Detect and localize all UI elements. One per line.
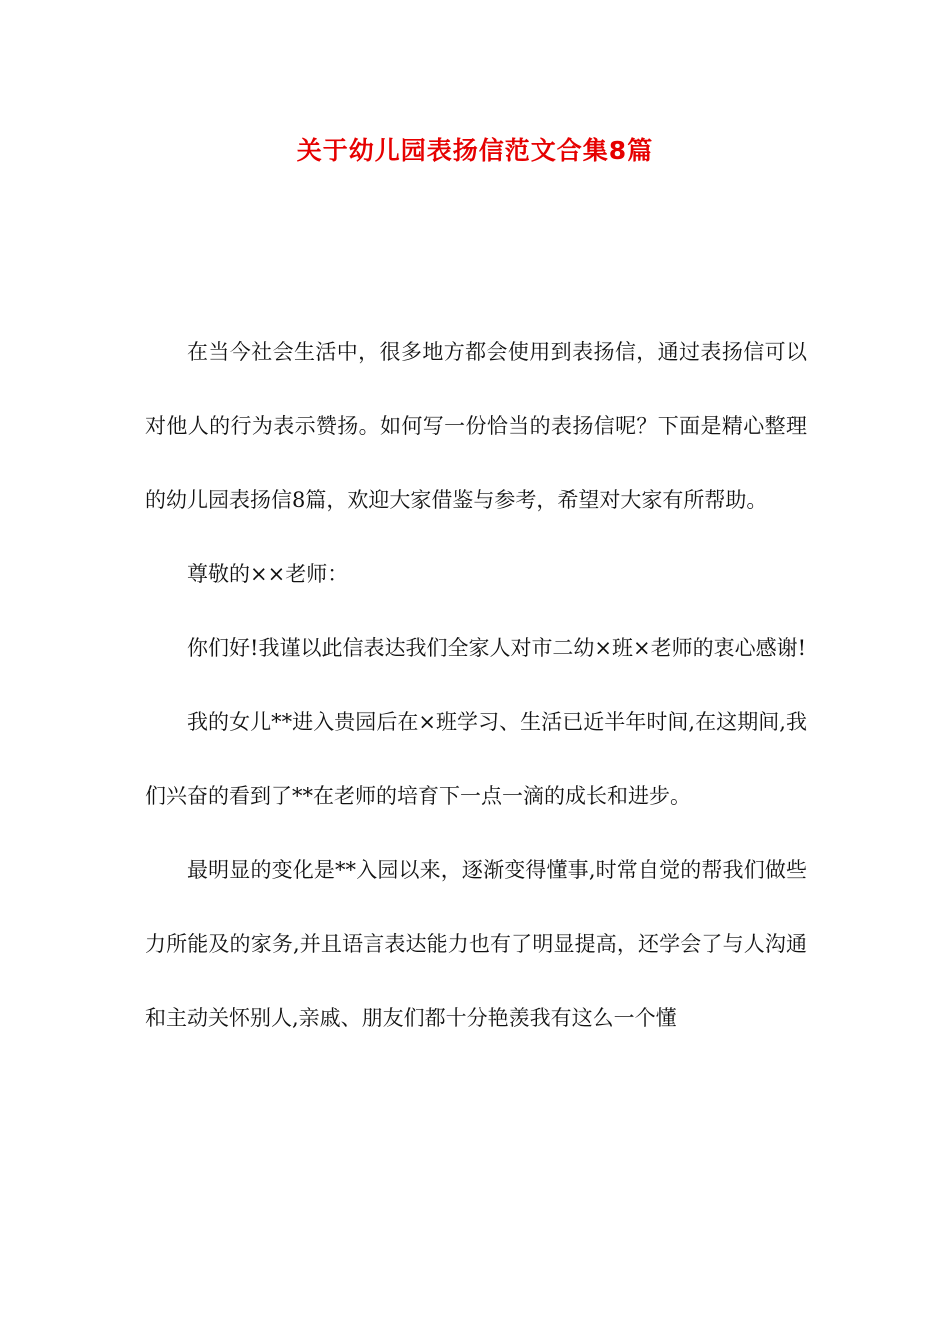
body-paragraph: 最明显的变化是**入园以来，逐渐变得懂事,时常自觉的帮我们做些力所能及的家务,并且语言表达能力也有了明显提高，还学会了与人沟通和主动关怀别人,亲戚、朋友们都十分艳羡我有这么一个懂 bbox=[145, 858, 807, 1030]
salutation: 尊敬的××老师： bbox=[187, 562, 349, 586]
body-paragraph: 我的女儿**进入贵园后在×班学习、生活已近半年时间,在这期间,我们兴奋的看到了**在老师的培育下一点一滴的成长和进步。 bbox=[145, 710, 807, 808]
document-title: 关于幼儿园表扬信范文合集8篇 bbox=[296, 136, 654, 165]
intro-paragraph: 在当今社会生活中，很多地方都会使用到表扬信，通过表扬信可以对他人的行为表示赞扬。如何写一份恰当的表扬信呢？下面是精心整理的幼儿园表扬信8篇，欢迎大家借鉴与参考，希望对大家有所帮助。 bbox=[145, 340, 807, 512]
document-body bbox=[145, 315, 807, 1055]
greeting-paragraph: 你们好!我谨以此信表达我们全家人对市二幼×班×老师的衷心感谢! bbox=[187, 636, 807, 660]
